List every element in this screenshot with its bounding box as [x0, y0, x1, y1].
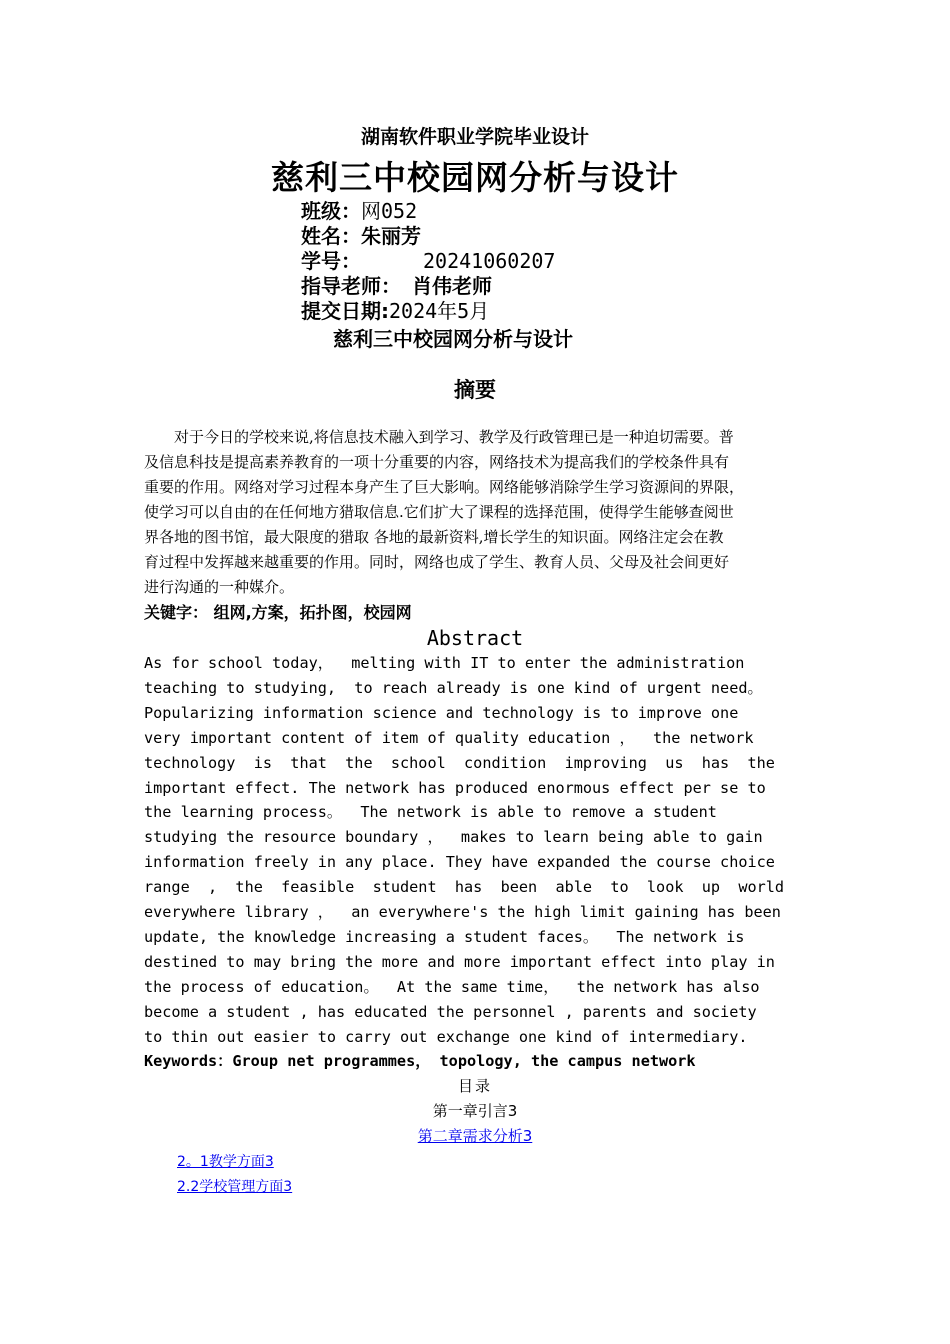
abstract-cn-line: 及信息科技是提高素养教育的一项十分重要的内容，网络技术为提高我们的学校条件具有: [144, 453, 730, 471]
abstract-en-line: technology is that the school condition improving us has the: [144, 753, 775, 772]
abstract-cn-line: 育过程中发挥越来越重要的作用。同时，网络也成了学生、教育人员、父母及社会间更好: [144, 553, 730, 571]
abstract-en-line: become a student , has educated the personnel , parents and society: [144, 1002, 757, 1021]
keywords-cn: 关键字： 组网,方案，拓扑图，校园网: [144, 603, 412, 622]
name-label: 姓名：: [301, 224, 361, 248]
chinese-abstract: [144, 425, 816, 600]
abstract-en-heading: Abstract: [426, 626, 524, 650]
toc-item-chapter-2-container: [0, 1125, 950, 1146]
advisor-row: [301, 274, 492, 299]
abstract-en-line: the learning process。 The network is able to remove a student: [144, 803, 717, 822]
toc-link-chapter-2[interactable]: 第二章需求分析3: [417, 1127, 533, 1145]
toc-item-chapter-1: 第一章引言3: [432, 1102, 518, 1120]
abstract-en-line: update, the knowledge increasing a student faces。 The network is: [144, 927, 745, 946]
class-value: 网052: [361, 199, 418, 223]
name-value: 朱丽芳: [361, 224, 421, 248]
toc-heading: 目录: [457, 1077, 492, 1095]
toc-item-2-1-container: [177, 1151, 274, 1171]
name-row: [301, 224, 421, 249]
abstract-en-line: to thin out easier to carry out exchange one kind of intermediary.: [144, 1027, 748, 1046]
abstract-en-line: studying the resource boundary ， makes to learn being able to gain: [144, 828, 763, 847]
class-row: [301, 199, 417, 224]
abstract-heading: 摘要: [454, 378, 496, 402]
toc-item-2-2-container: [177, 1176, 292, 1196]
date-value: 2024年5月: [389, 299, 490, 323]
student-id-label: 学号：: [301, 249, 361, 273]
abstract-en-line: everywhere library ， an everywhere's the high limit gaining has been: [144, 903, 781, 922]
school-header: 湖南软件职业学院毕业设计: [360, 126, 589, 148]
subtitle: 慈利三中校园网分析与设计: [333, 327, 573, 351]
abstract-cn-line: 界各地的图书馆，最大限度的猎取 各地的最新资料,增长学生的知识面。网络注定会在教: [144, 528, 724, 546]
student-id-row: [301, 249, 555, 274]
abstract-en-line: As for school today， melting with IT to enter the administration: [144, 654, 745, 672]
abstract-en-line: very important content of item of quality education ， the network: [144, 728, 754, 747]
date-label: 提交日期:: [301, 299, 389, 323]
toc-link-section-2-1[interactable]: 2。1教学方面3: [177, 1154, 274, 1170]
abstract-cn-line: 进行沟通的一种媒介。: [144, 578, 295, 596]
abstract-cn-line: 对于今日的学校来说,将信息技术融入到学习、教学及行政管理已是一种迫切需要。普: [144, 428, 734, 446]
document-title: 慈利三中校园网分析与设计: [271, 158, 679, 197]
abstract-en-line: information freely in any place. They have expanded the course choice: [144, 853, 775, 872]
advisor-value: 肖伟老师: [412, 274, 492, 298]
abstract-en-line: destined to may bring the more and more important effect into play in: [144, 952, 775, 971]
abstract-en-line: the process of education。 At the same time， the network has also: [144, 977, 760, 996]
advisor-label: 指导老师：: [301, 274, 401, 298]
keywords-en: Keywords：Group net programmes， topology, the campus network: [144, 1052, 696, 1070]
abstract-en-line: teaching to studying, to reach already is one kind of urgent need。: [144, 678, 763, 697]
date-row: [301, 299, 489, 324]
english-abstract: [144, 651, 808, 1050]
abstract-cn-line: 使学习可以自由的在任何地方猎取信息.它们扩大了课程的选择范围，使得学生能够查阅世: [144, 503, 734, 521]
student-id-value: 20241060207: [423, 249, 556, 273]
abstract-cn-line: 重要的作用。网络对学习过程本身产生了巨大影响。网络能够消除学生学习资源间的界限，: [144, 478, 745, 496]
toc-link-section-2-2[interactable]: 2.2学校管理方面3: [177, 1179, 293, 1195]
abstract-en-line: Popularizing information science and technology is to improve one: [144, 703, 739, 722]
abstract-en-line: range , the feasible student has been able to look up world: [144, 878, 785, 897]
class-label: 班级：: [301, 199, 361, 223]
abstract-en-line: important effect. The network has produced enormous effect per se to: [144, 778, 766, 797]
